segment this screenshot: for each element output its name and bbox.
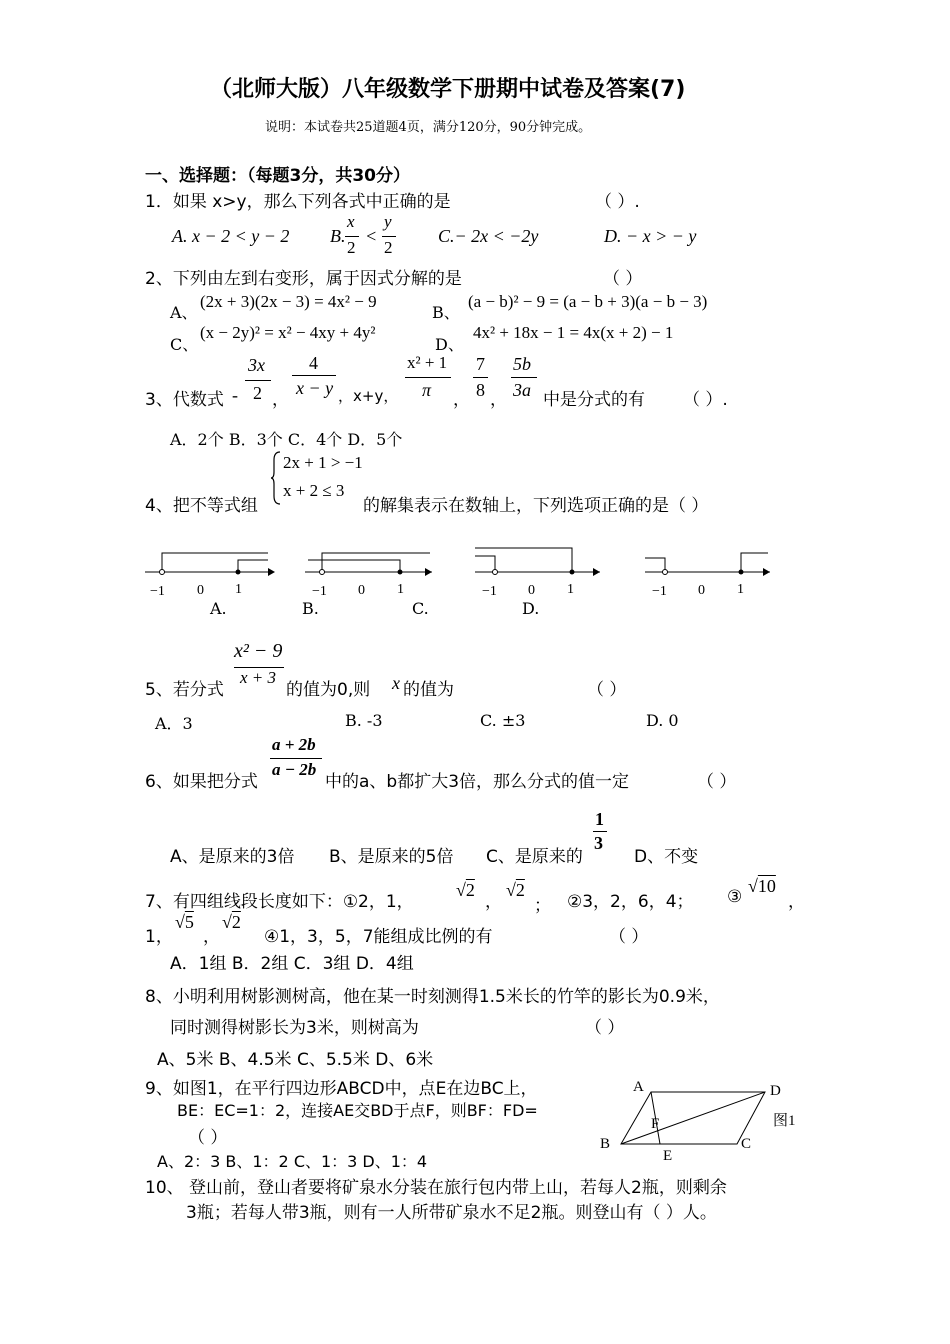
tick-label-minus1: −1 (312, 584, 327, 599)
q5-option-c: C. ±3 (480, 711, 526, 730)
point-label-f: F (651, 1116, 660, 1132)
radicand: 2 (231, 912, 241, 932)
q7-line2-b: ④1，3，5，7能组成比例的有 (264, 927, 493, 947)
fraction-bar (405, 377, 451, 378)
q4-system-line2: x + 2 ≤ 3 (283, 481, 345, 500)
radicand: 2 (515, 880, 525, 900)
brace-icon (270, 450, 282, 506)
q3-mid-text: ，x+y， (338, 387, 399, 405)
q7-sep: ， (485, 892, 502, 912)
q3-comma: ， (490, 390, 507, 410)
q3-f4-num: 7 (476, 354, 485, 374)
q6-stem: 6、如果把分式 (145, 772, 258, 792)
tick-label-minus1: −1 (150, 584, 165, 599)
q1-option-b-label: B. (330, 226, 346, 246)
number-line-d (645, 553, 770, 599)
tick-label-0: 0 (197, 583, 204, 598)
q5-option-a: A．3 (155, 714, 193, 733)
q4-label-a: A. (210, 599, 227, 618)
fraction-bar (511, 377, 537, 378)
page-title: （北师大版）八年级数学下册期中试卷及答案(7) (210, 77, 686, 102)
q1-option-b-num2: y (384, 212, 392, 231)
q1-answer-paren: （ ）. (595, 192, 640, 212)
q3-f1-den: 2 (253, 383, 262, 403)
fraction-bar (382, 236, 396, 237)
radicand: 10 (757, 876, 776, 896)
tick-label-1: 1 (567, 582, 574, 597)
fraction-bar (345, 236, 359, 237)
q1-option-c: C.− 2x < −2y (438, 226, 539, 246)
q6-option-c: C、是原来的 (486, 847, 583, 867)
q9-answer-paren: （ ） (188, 1128, 228, 1148)
q3-f1-num: 3x (248, 355, 265, 375)
q1-option-d: D. − x > − y (604, 226, 697, 246)
q7-circ3: ③ (727, 887, 743, 907)
q7-options: A．1组 B．2组 C．3组 D．4组 (170, 954, 414, 974)
q5-tail: 的值为0,则 (286, 680, 371, 700)
q2-option-a: (2x + 3)(2x − 3) = 4x² − 9 (200, 292, 377, 311)
q5-tail2: 的值为 (403, 680, 454, 700)
q2-answer-paren: （ ） (603, 269, 643, 289)
tick-label-0: 0 (698, 583, 705, 598)
q2-option-d-label: D、 (435, 335, 464, 354)
vertex-label-d: D (770, 1083, 781, 1099)
tick-label-minus1: −1 (652, 584, 667, 599)
q2-option-b-label: B、 (432, 303, 460, 322)
q4-label-b: B. (302, 599, 319, 618)
q3-comma: ， (272, 390, 289, 410)
q9-options: A、2：3 B、1：2 C、1：3 D、1：4 (157, 1152, 428, 1171)
q4-stem: 4、把不等式组 (145, 496, 258, 516)
q5-option-b: B. -3 (345, 711, 383, 730)
q7-line1-a: 7、有四组线段长度如下：①2，1， (145, 892, 414, 912)
section-heading: 一、选择题：（每题3分，共30分） (145, 166, 410, 186)
q1-option-b-num1: x (347, 212, 355, 231)
q3-comma: ， (453, 390, 470, 410)
fraction-bar (593, 831, 607, 832)
q2-option-d: 4x² + 18x − 1 = 4x(x + 2) − 1 (473, 323, 674, 342)
q8-answer-paren: （ ） (585, 1018, 625, 1038)
q9-line1: 9、如图1，在平行四边形ABCD中，点E在边BC上， (145, 1079, 538, 1099)
q2-option-b: (a − b)² − 9 = (a − b + 3)(a − b − 3) (468, 292, 708, 311)
q5-answer-paren: （ ） (587, 680, 627, 700)
q7-line2-a: 1， (145, 927, 173, 947)
q5-var: x (392, 673, 400, 693)
q3-f2-num: 4 (309, 353, 318, 373)
q3-f5-den: 3a (513, 380, 531, 400)
q3-answer-paren: （ ）. (683, 390, 728, 410)
q6-answer-paren: （ ） (697, 772, 737, 792)
q3-f2-den: x − y (296, 378, 334, 398)
q3-f3-num: x² + 1 (407, 353, 448, 372)
q10-line1: 10、 登山前，登山者要将矿泉水分装在旅行包内带上山，若每人2瓶，则剩余 (145, 1178, 727, 1198)
q1-option-a: A. x − 2 < y − 2 (172, 226, 290, 246)
number-line-c (475, 548, 600, 599)
tick-label-1: 1 (397, 582, 404, 597)
number-line-a (145, 553, 275, 599)
q7-sqrt2-b: √2 (506, 880, 525, 900)
tick-label-0: 0 (528, 583, 535, 598)
q2-stem: 2、下列由左到右变形，属于因式分解的是 (145, 269, 462, 289)
q5-stem: 5、若分式 (145, 680, 224, 700)
q7-sqrt5: √5 (175, 912, 194, 932)
exam-instructions: 说明：本试卷共25道题4页，满分120分，90分钟完成。 (265, 120, 592, 135)
q7-semi: ； (534, 896, 551, 916)
vertex-label-c: C (741, 1136, 752, 1152)
q4-label-d: D. (522, 599, 540, 618)
radicand: 5 (184, 912, 194, 932)
q7-line1-b: ②3，2，6，4； (567, 892, 694, 912)
q8-line2: 同时测得树影长为3米，则树高为 (170, 1018, 419, 1038)
q3-f4-den: 8 (476, 380, 485, 400)
q6-option-a: A、是原来的3倍 (170, 847, 295, 867)
q7-sqrt2-c: √2 (222, 912, 241, 932)
q1-option-b-den1: 2 (347, 238, 356, 257)
tick-label-1: 1 (737, 582, 744, 597)
fraction-bar (270, 758, 322, 759)
q6-option-c-den: 3 (594, 833, 603, 853)
q3-options: A．2个 B．3个 C．4个 D．5个 (170, 430, 403, 449)
number-line-options (140, 540, 790, 620)
fraction-bar (473, 377, 488, 378)
q4-tail: 的解集表示在数轴上，下列选项正确的是（ ） (363, 496, 709, 516)
q1-option-b-den2: 2 (384, 238, 393, 257)
q3-minus: - (232, 385, 238, 405)
q5-denominator: x + 3 (240, 668, 277, 687)
q8-options: A、5米 B、4.5米 C、5.5米 D、6米 (157, 1050, 434, 1070)
q5-option-d: D. 0 (646, 711, 679, 730)
q7-sqrt10: √10 (748, 876, 776, 896)
q7-comma2: ， (788, 892, 805, 912)
q5-numerator: x² − 9 (234, 640, 283, 662)
q2-option-c-label: C、 (170, 335, 199, 354)
q6-denominator: a − 2b (272, 760, 317, 779)
q4-system-line1: 2x + 1 > −1 (283, 453, 363, 472)
parallelogram-figure (595, 1072, 810, 1164)
q6-numerator: a + 2b (272, 735, 316, 754)
q1-option-b-lt: < (365, 226, 378, 246)
figure-caption: 图1 (773, 1113, 796, 1129)
tick-label-0: 0 (358, 583, 365, 598)
q6-option-c-num: 1 (595, 809, 604, 829)
q10-line2: 3瓶；若每人带3瓶，则有一人所带矿泉水不足2瓶。则登山有（ ）人。 (186, 1203, 717, 1223)
vertex-label-a: A (633, 1079, 644, 1095)
tick-label-1: 1 (235, 582, 242, 597)
number-line-b (305, 553, 432, 599)
q2-option-c: (x − 2y)² = x² − 4xy + 4y² (200, 323, 376, 342)
q1-stem: 1．如果 x>y，那么下列各式中正确的是 (145, 192, 451, 212)
q7-sqrt2-a: √2 (456, 880, 475, 900)
fraction-bar (292, 375, 336, 376)
q7-answer-paren: （ ） (609, 927, 649, 947)
q8-line1: 8、小明利用树影测树高，他在某一时刻测得1.5米长的竹竿的影长为0.9米， (145, 987, 720, 1007)
point-label-e: E (663, 1148, 673, 1164)
q3-f3-den: π (422, 380, 432, 400)
q9-line2: BE：EC=1：2，连接AE交BD于点F，则BF：FD= (177, 1101, 538, 1120)
q7-sep: ， (203, 927, 220, 947)
q3-stem: 3、代数式 (145, 390, 224, 410)
q3-f5-num: 5b (513, 354, 531, 374)
vertex-label-b: B (600, 1136, 611, 1152)
tick-label-minus1: −1 (482, 584, 497, 599)
q2-option-a-label: A、 (170, 303, 198, 322)
radicand: 2 (465, 880, 475, 900)
q3-tail: 中是分式的有 (543, 390, 645, 410)
fraction-bar (245, 380, 271, 381)
q6-option-d: D、不变 (634, 847, 699, 867)
q4-label-c: C. (412, 599, 429, 618)
q6-tail: 中的a、b都扩大3倍，那么分式的值一定 (325, 772, 630, 792)
q6-option-b: B、是原来的5倍 (329, 847, 454, 867)
